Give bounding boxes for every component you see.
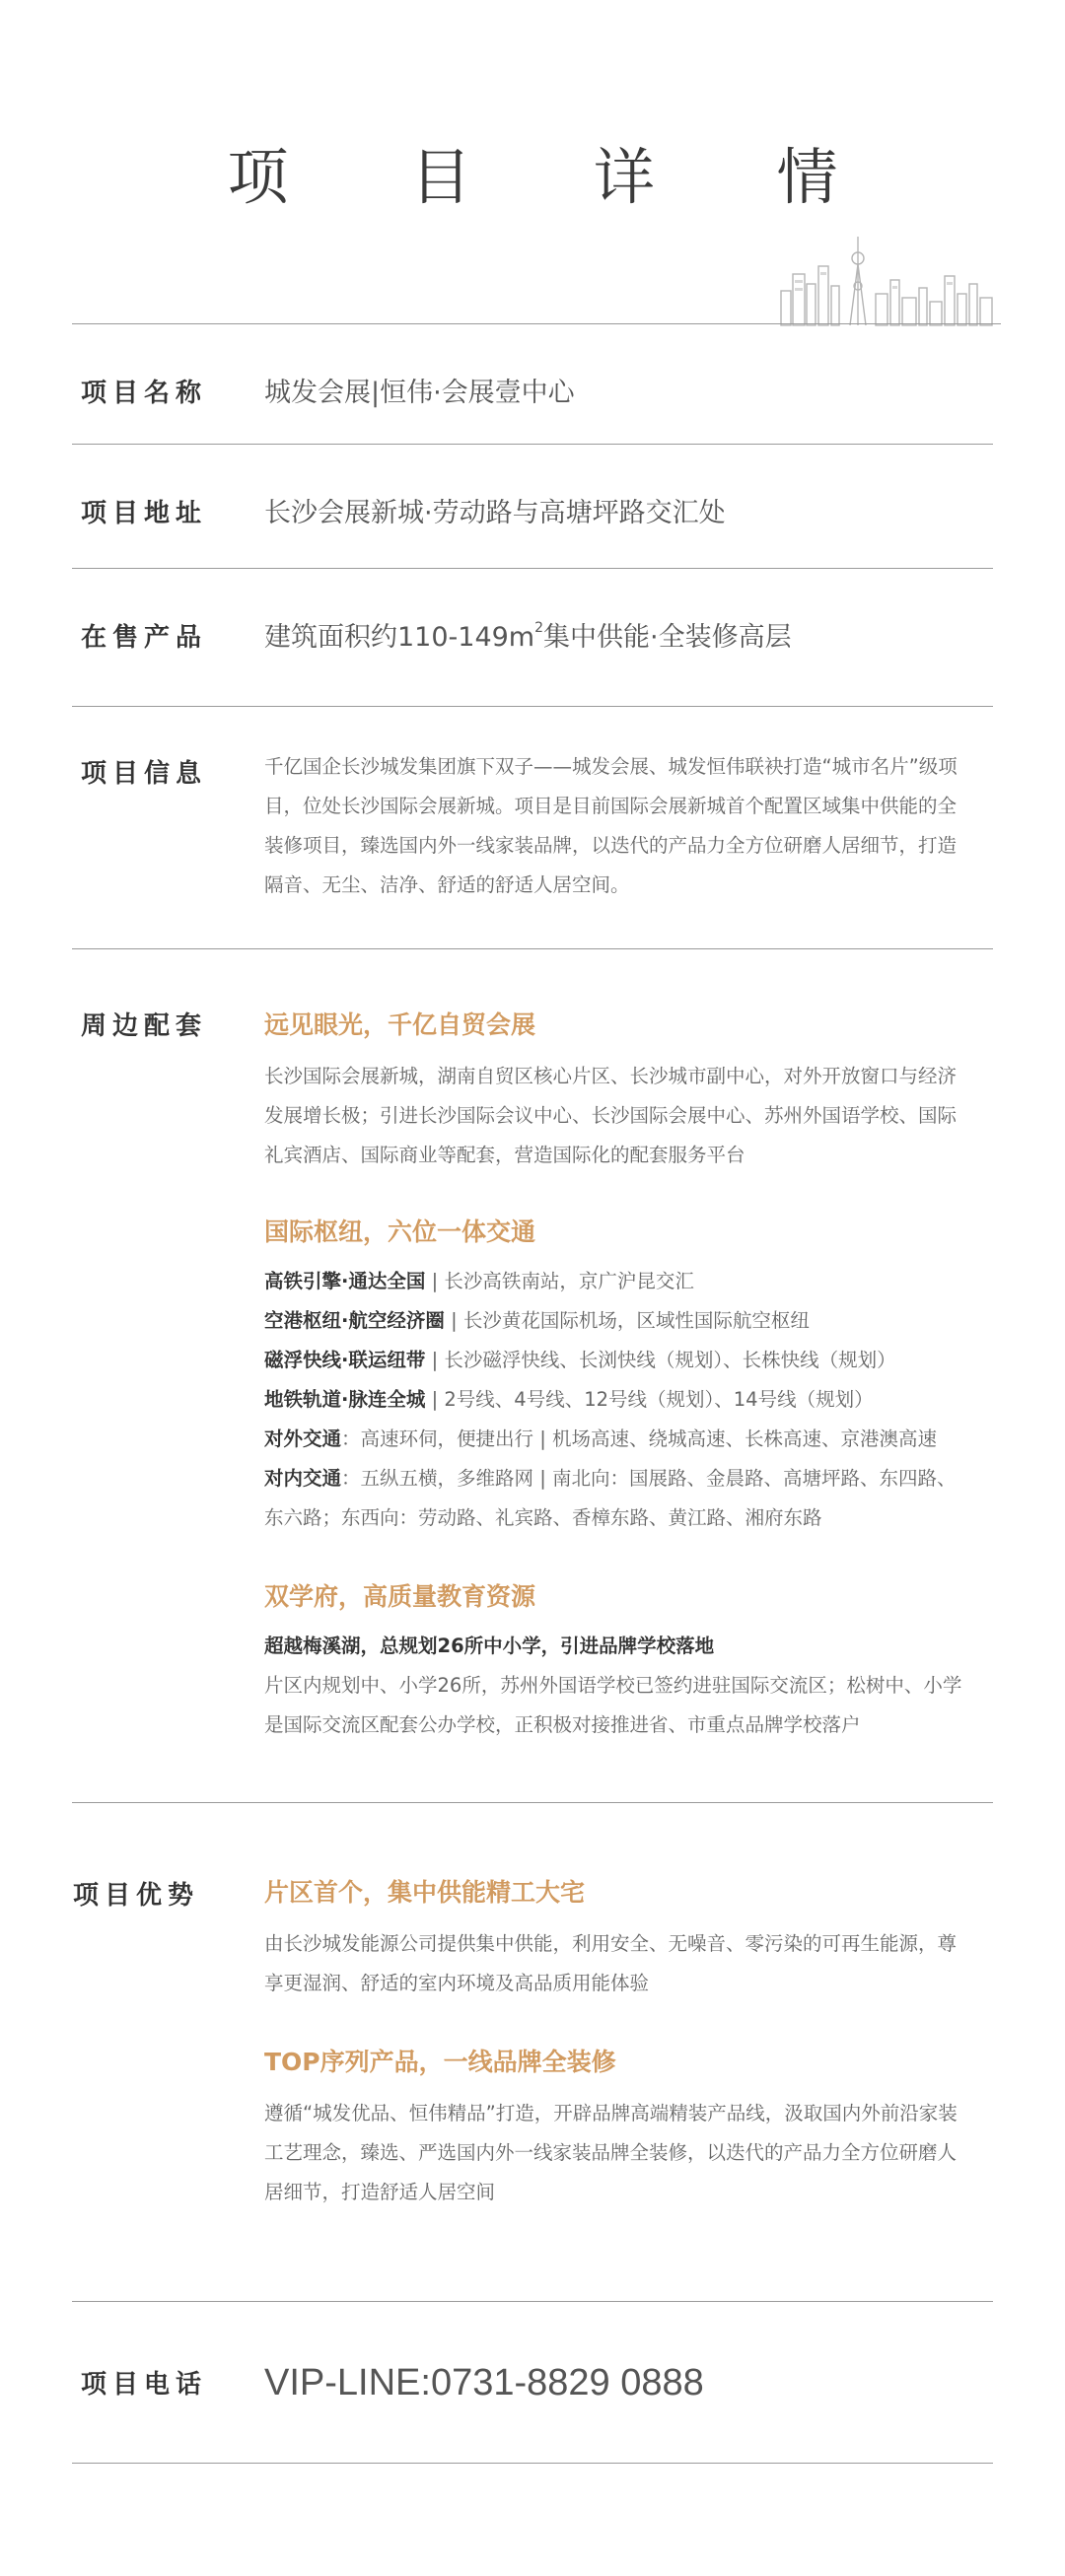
- traffic-list: [264, 1262, 994, 1538]
- divider: [72, 2301, 993, 2302]
- project-info-text: 千亿国企长沙城发集团旗下双子——城发会展、城发恒伟联袂打造“城市名片”级项 目，位处长沙国际会展新城。项目是目前国际会展新城首个配置区域集中供能的全 装修项目，臻选国内外一线家装品牌，以迭代的产品力全方位研磨人居细节，打造 隔音、无尘、洁净、舒适的舒适人居空间。: [264, 755, 958, 896]
- project-address-label: 项目地址: [81, 499, 208, 528]
- education-text: [264, 1627, 994, 1745]
- energy-text: 由长沙城发能源公司提供集中供能，利用安全、无噪音、零污染的可再生能源，尊 享更湿润、舒适的室内环境及高品质用能体验: [264, 1932, 958, 1994]
- list-item: 空港枢纽·航空经济圈 | 长沙黄花国际机场，区域性国际航空枢纽: [264, 1309, 810, 1332]
- list-item: 高铁引擎·通达全国 | 长沙高铁南站，京广沪昆交汇: [264, 1270, 694, 1292]
- top-series-heading: TOP序列产品，一线品牌全装修: [264, 2048, 616, 2076]
- divider: [72, 323, 1001, 324]
- list-item: 对内交通：五纵五横，多维路网 | 南北向：国展路、金晨路、高塘坪路、东四路、: [264, 1467, 957, 1490]
- divider: [72, 2463, 993, 2464]
- divider: [72, 1802, 993, 1803]
- top-series-text: 遵循“城发优品、恒伟精品”打造，开辟品牌高端精装产品线，汲取国内外前沿家装 工艺理念，臻选、严选国内外一线家装品牌全装修，以迭代的产品力全方位研磨人 居细节，打造舒适人居空间: [264, 2102, 958, 2203]
- project-info-label: 项目信息: [81, 759, 208, 789]
- project-phone-label: 项目电话: [81, 2370, 208, 2400]
- list-item: 超越梅溪湖，总规划26所中小学，引进品牌学校落地: [264, 1635, 715, 1657]
- city-skyline-icon: [779, 237, 1001, 327]
- list-item: 对外交通：高速环伺，便捷出行 | 机场高速、绕城高速、长株高速、京港澳高速: [264, 1427, 937, 1450]
- project-address-value: 长沙会展新城·劳动路与高塘坪路交汇处: [264, 498, 726, 528]
- list-item: 片区内规划中、小学26所，苏州外国语学校已签约进驻国际交流区；松树中、小学: [264, 1674, 962, 1697]
- page-title: 项 目 详 情: [227, 141, 889, 213]
- divider: [72, 568, 993, 569]
- list-item: 磁浮快线·联运纽带 | 长沙磁浮快线、长浏快线（规划）、长株快线（规划）: [264, 1349, 896, 1371]
- divider: [72, 706, 993, 707]
- advantages-label: 项目优势: [73, 1881, 200, 1911]
- project-name-value: 城发会展|恒伟·会展壹中心: [264, 378, 575, 408]
- traffic-heading: 国际枢纽，六位一体交通: [264, 1218, 536, 1246]
- product-value: 建筑面积约$110-149m^2$集中供能·全装修高层: [264, 620, 792, 653]
- vision-heading: 远见眼光，千亿自贸会展: [264, 1010, 536, 1039]
- list-item: 是国际交流区配套公办学校，正积极对接推进省、市重点品牌学校落户: [264, 1713, 861, 1736]
- project-name-label: 项目名称: [81, 379, 208, 408]
- surroundings-label: 周边配套: [81, 1011, 208, 1041]
- education-heading: 双学府，高质量教育资源: [264, 1582, 536, 1611]
- divider: [72, 948, 993, 949]
- divider: [72, 444, 993, 445]
- list-item: 地铁轨道·脉连全城 | 2号线、4号线、12号线（规划）、14号线（规划）: [264, 1388, 874, 1411]
- energy-heading: 片区首个，集中供能精工大宅: [264, 1878, 586, 1907]
- product-label: 在售产品: [81, 623, 208, 653]
- project-phone-value: VIP-LINE:0731-8829 0888: [264, 2362, 704, 2403]
- list-item: 东六路；东西向：劳动路、礼宾路、香樟东路、黄江路、湘府东路: [264, 1506, 822, 1529]
- vision-text: 长沙国际会展新城，湖南自贸区核心片区、长沙城市副中心，对外开放窗口与经济 发展增长极；引进长沙国际会议中心、长沙国际会展中心、苏州外国语学校、国际 礼宾酒店、国际商业等配套，营造国际化的配套服务平台: [264, 1065, 958, 1166]
